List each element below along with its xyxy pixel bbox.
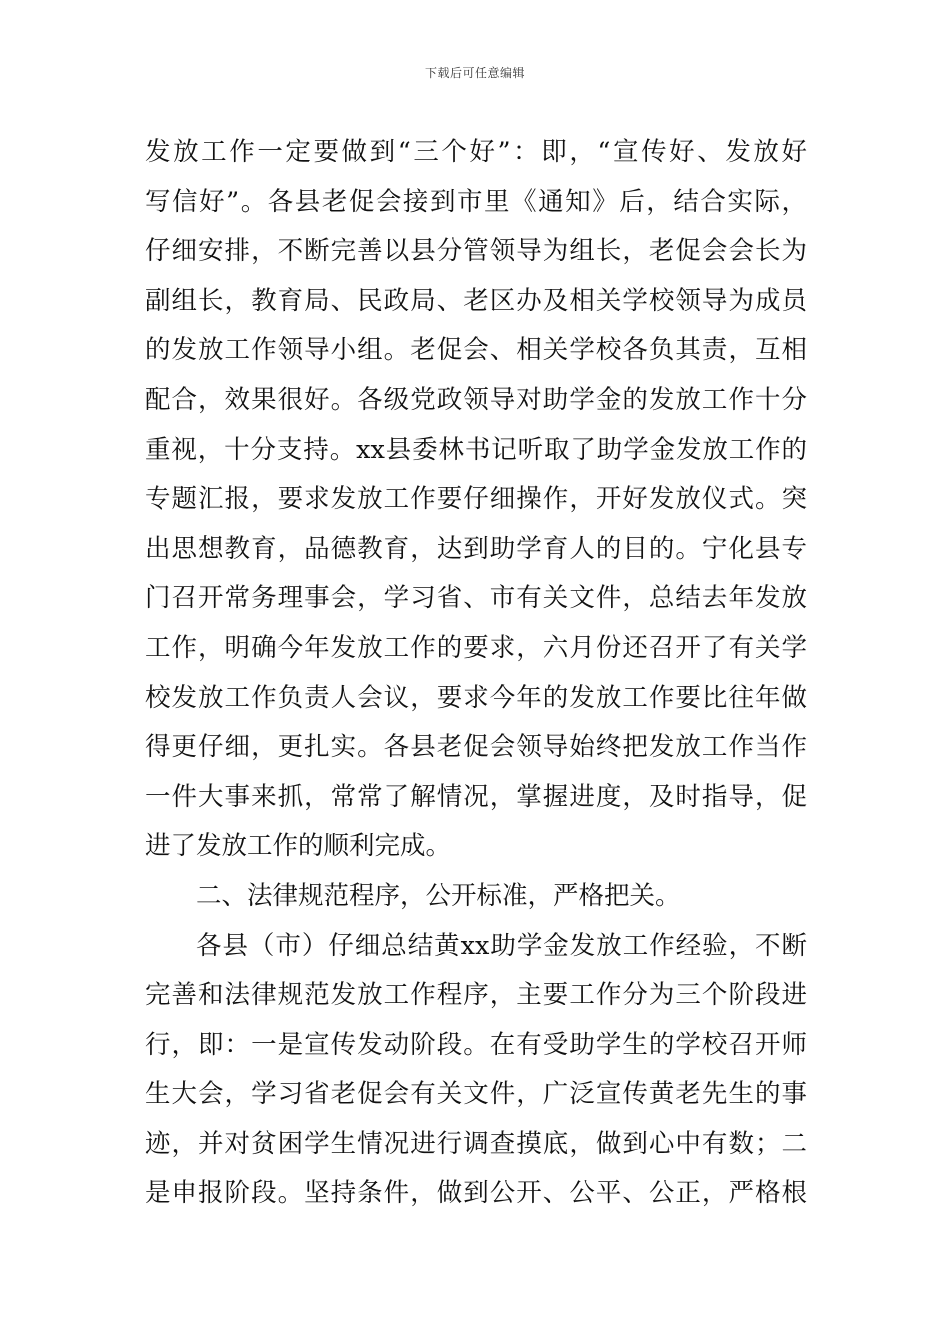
text-line: 门召开常务理事会，学习省、市有关文件，总结去年发放 — [145, 583, 807, 614]
page-header: 下载后可任意编辑 — [424, 66, 525, 80]
text-line: 完善和法律规范发放工作程序，主要工作分为三个阶段进 — [145, 980, 807, 1011]
text-line: 生大会，学习省老促会有关文件，广泛宣传黄老先生的事 — [145, 1079, 807, 1110]
text-line: 各县（市）仔细总结黄xx助学金发放工作经验，不断 — [196, 930, 807, 961]
text-line: 行，即：一是宣传发动阶段。在有受助学生的学校召开师 — [145, 1029, 807, 1060]
text-line: 发放工作一定要做到“三个好”：即，“宣传好、发放好 — [145, 137, 807, 167]
text-line: 配合，效果很好。各级党政领导对助学金的发放工作十分 — [145, 384, 807, 415]
heading-text: 二、法律规范程序，公开标准，严格把关。 — [196, 880, 681, 911]
text-line: 仔细安排，不断完善以县分管领导为组长，老促会会长为 — [145, 236, 807, 267]
text-line: 出思想教育，品德教育，达到助学育人的目的。宁化县专 — [145, 533, 807, 564]
text-line: 是申报阶段。坚持条件，做到公开、公平、公正，严格根 — [145, 1178, 807, 1209]
text-line: 迹，并对贫困学生情况进行调查摸底，做到心中有数；二 — [145, 1128, 807, 1159]
paragraph-1 — [145, 128, 807, 872]
text-line: 写信好”。各县老促会接到市里《通知》后，结合实际， — [145, 186, 807, 217]
text-line: 副组长，教育局、民政局、老区办及相关学校领导为成员 — [145, 285, 807, 316]
document-body — [145, 128, 807, 1219]
paragraph-2 — [145, 922, 807, 1220]
text-line: 进了发放工作的顺利完成。 — [145, 831, 452, 862]
text-line: 一件大事来抓，常常了解情况，掌握进度，及时指导，促 — [145, 781, 807, 812]
text-line: 重视，十分支持。xx县委林书记听取了助学金发放工作的 — [145, 434, 807, 465]
text-line: 得更仔细，更扎实。各县老促会领导始终把发放工作当作 — [145, 732, 807, 763]
text-line: 的发放工作领导小组。老促会、相关学校各负其责，互相 — [145, 335, 807, 366]
text-line: 校发放工作负责人会议，要求今年的发放工作要比往年做 — [145, 682, 807, 713]
text-line: 工作，明确今年发放工作的要求，六月份还召开了有关学 — [145, 632, 807, 663]
text-line: 专题汇报，要求发放工作要仔细操作，开好发放仪式。突 — [145, 484, 807, 515]
section-heading — [145, 872, 807, 922]
